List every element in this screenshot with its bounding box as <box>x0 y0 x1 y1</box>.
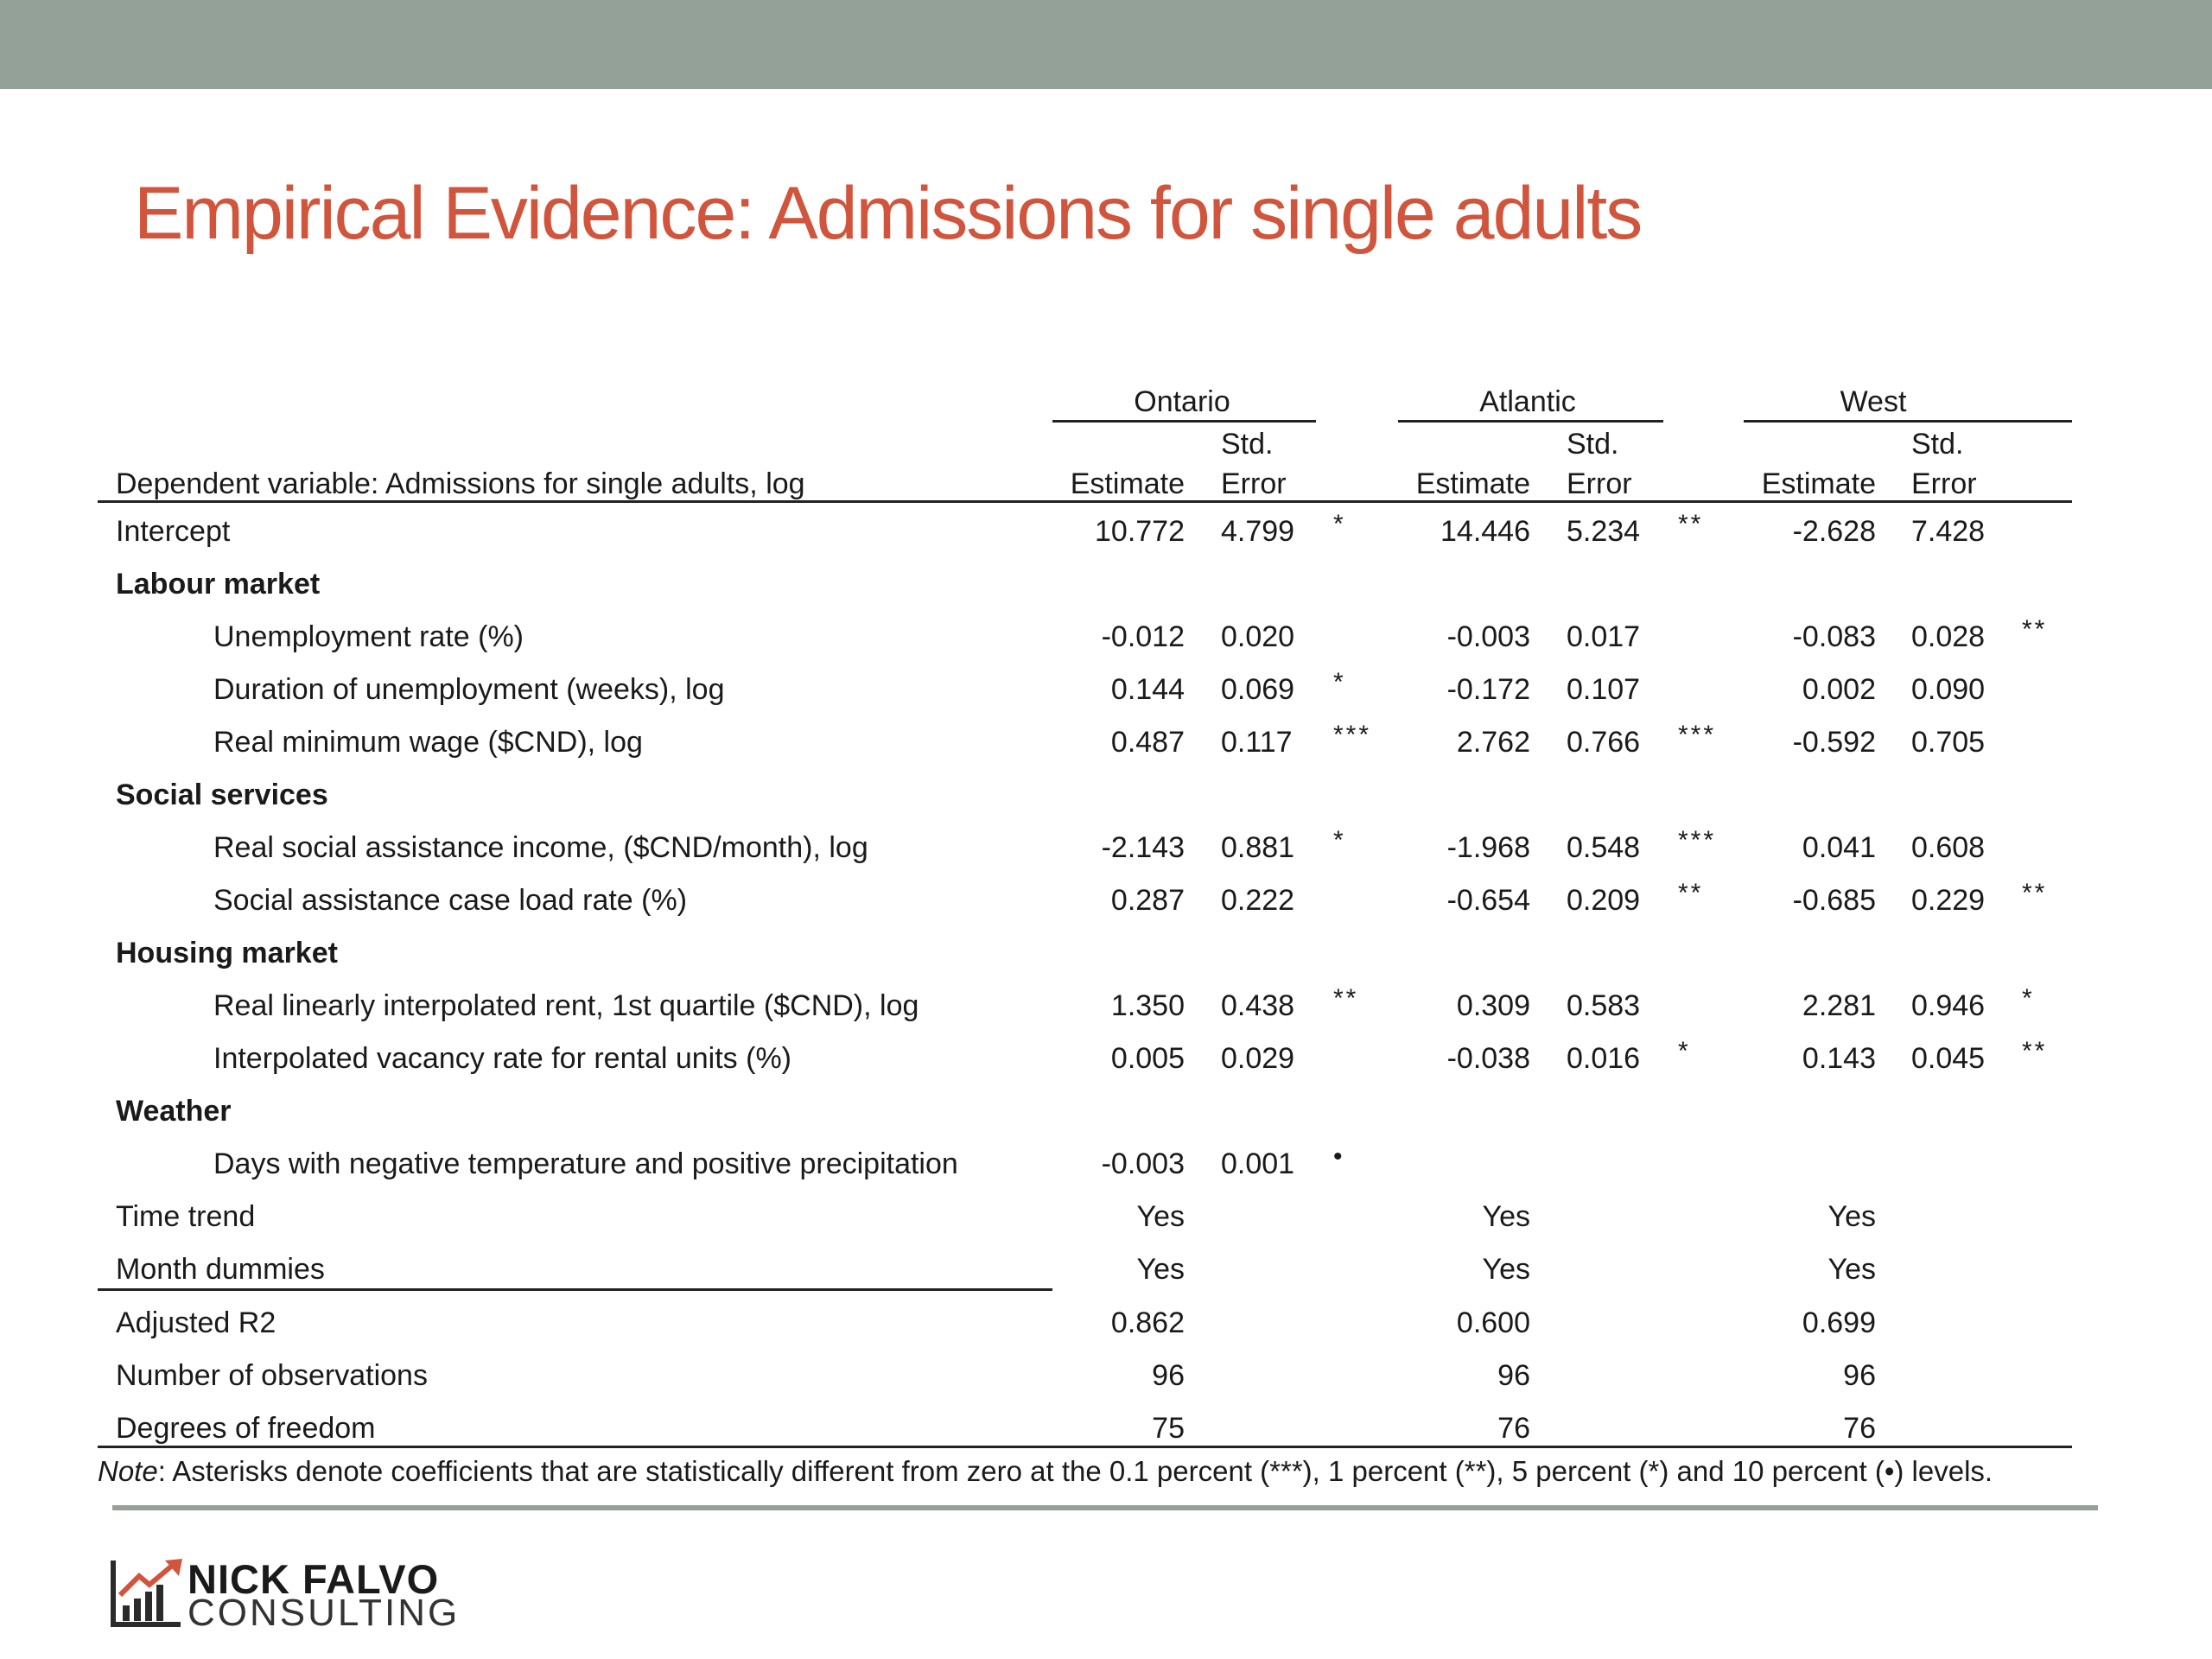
estimate-west: 0.002 <box>1802 673 1876 706</box>
estimate-ontario: 1.350 <box>1110 989 1185 1022</box>
slide-title: Empirical Evidence: Admissions for single adults <box>134 172 1642 255</box>
std-error-west: 0.946 <box>1911 989 1986 1022</box>
estimate-west: 0.041 <box>1802 831 1876 864</box>
row-label: Interpolated vacancy rate for rental units (%) <box>213 1042 791 1075</box>
significance-marker-ontario: * <box>1333 510 1346 538</box>
section-heading: Weather <box>116 1095 232 1128</box>
table-note <box>98 1455 1993 1488</box>
region-header-atlantic: Atlantic <box>1479 385 1576 418</box>
estimate-atlantic: -0.003 <box>1446 620 1530 653</box>
estimate-label-ontario: Estimate <box>1070 467 1185 500</box>
estimate-west: 0.699 <box>1802 1306 1876 1339</box>
std-label-ontario: Std. <box>1221 428 1274 461</box>
section-heading: Housing market <box>116 937 338 969</box>
estimate-label-atlantic: Estimate <box>1415 467 1530 500</box>
row-label: Intercept <box>116 515 231 548</box>
std-error-ontario: 0.001 <box>1221 1147 1295 1180</box>
significance-marker-ontario: *** <box>1333 721 1372 749</box>
header-rule-ontario <box>1052 420 1316 423</box>
estimate-ontario: -2.143 <box>1101 831 1185 864</box>
note-prefix: Note <box>98 1455 158 1487</box>
section-heading: Social services <box>116 779 328 811</box>
region-header-ontario: Ontario <box>1134 385 1230 418</box>
significance-marker-atlantic: *** <box>1678 826 1717 855</box>
significance-marker-ontario: * <box>1333 826 1346 855</box>
std-error-atlantic: 0.016 <box>1567 1042 1641 1075</box>
estimate-west: 2.281 <box>1802 989 1876 1022</box>
std-error-west: 0.090 <box>1911 673 1986 706</box>
estimate-west: 0.143 <box>1802 1042 1876 1075</box>
model-stats-rule <box>98 1288 1052 1291</box>
std-error-west: 0.045 <box>1911 1042 1986 1075</box>
footer-divider <box>112 1505 2098 1510</box>
significance-marker-west: ** <box>2022 879 2048 907</box>
significance-marker-west: ** <box>2022 615 2048 644</box>
estimate-atlantic: 2.762 <box>1456 726 1530 759</box>
std-error-atlantic: 0.017 <box>1567 620 1641 653</box>
significance-marker-atlantic: ** <box>1678 510 1704 538</box>
estimate-label-west: Estimate <box>1761 467 1876 500</box>
row-label: Degrees of freedom <box>116 1412 376 1445</box>
estimate-west: -0.685 <box>1792 884 1876 917</box>
error-label-west: Error <box>1911 467 1977 500</box>
column-header-rule <box>98 500 2072 503</box>
top-banner <box>0 0 2212 89</box>
std-error-west: 7.428 <box>1911 515 1986 548</box>
std-error-atlantic: 0.107 <box>1567 673 1641 706</box>
logo-name: NICK FALVO <box>188 1556 440 1602</box>
estimate-west: Yes <box>1827 1253 1876 1286</box>
dependent-variable-label: Dependent variable: Admissions for single adults, log <box>116 467 805 500</box>
header-rule-west <box>1744 420 2072 423</box>
std-error-atlantic: 5.234 <box>1567 515 1641 548</box>
std-error-west: 0.705 <box>1911 726 1986 759</box>
estimate-ontario: 0.005 <box>1110 1042 1185 1075</box>
significance-marker-atlantic: *** <box>1678 721 1717 749</box>
estimate-atlantic: -0.654 <box>1446 884 1530 917</box>
estimate-west: -2.628 <box>1792 515 1876 548</box>
significance-marker-atlantic: * <box>1678 1037 1691 1065</box>
significance-marker-atlantic: ** <box>1678 879 1704 907</box>
std-error-atlantic: 0.766 <box>1567 726 1641 759</box>
significance-marker-ontario: ** <box>1333 984 1359 1013</box>
std-error-west: 0.229 <box>1911 884 1986 917</box>
std-error-atlantic: 0.583 <box>1567 989 1641 1022</box>
row-label: Adjusted R2 <box>116 1306 276 1339</box>
row-label: Unemployment rate (%) <box>213 620 524 653</box>
estimate-atlantic: Yes <box>1482 1200 1530 1233</box>
estimate-atlantic: -1.968 <box>1446 831 1530 864</box>
estimate-ontario: 0.862 <box>1110 1306 1185 1339</box>
header-rule-atlantic <box>1398 420 1663 423</box>
std-error-west: 0.028 <box>1911 620 1986 653</box>
logo-subtitle: CONSULTING <box>188 1592 461 1634</box>
region-header-west: West <box>1840 385 1907 418</box>
estimate-ontario: -0.003 <box>1101 1147 1185 1180</box>
std-error-atlantic: 0.548 <box>1567 831 1641 864</box>
error-label-ontario: Error <box>1221 467 1287 500</box>
significance-marker-west: * <box>2022 984 2035 1013</box>
estimate-atlantic: 0.600 <box>1456 1306 1530 1339</box>
std-label-west: Std. <box>1911 428 1964 461</box>
row-label: Days with negative temperature and positive precipitation <box>213 1147 958 1180</box>
row-label: Duration of unemployment (weeks), log <box>213 673 725 706</box>
estimate-ontario: 96 <box>1152 1359 1185 1392</box>
std-error-ontario: 0.029 <box>1221 1042 1295 1075</box>
std-error-ontario: 0.020 <box>1221 620 1295 653</box>
significance-marker-ontario: * <box>1333 668 1346 696</box>
estimate-ontario: -0.012 <box>1101 620 1185 653</box>
estimate-west: 96 <box>1843 1359 1876 1392</box>
estimate-west: 76 <box>1843 1412 1876 1445</box>
estimate-atlantic: 0.309 <box>1456 989 1530 1022</box>
std-error-west: 0.608 <box>1911 831 1986 864</box>
table-bottom-rule <box>98 1446 2072 1448</box>
estimate-atlantic: -0.038 <box>1446 1042 1530 1075</box>
std-error-ontario: 0.069 <box>1221 673 1295 706</box>
std-error-ontario: 4.799 <box>1221 515 1295 548</box>
estimate-ontario: 0.487 <box>1110 726 1185 759</box>
std-error-ontario: 0.881 <box>1221 831 1295 864</box>
error-label-atlantic: Error <box>1567 467 1632 500</box>
chart-arrow-logo-icon <box>110 1557 186 1628</box>
row-label: Real social assistance income, ($CND/month), log <box>213 831 868 864</box>
estimate-ontario: 75 <box>1152 1412 1185 1445</box>
std-label-atlantic: Std. <box>1567 428 1619 461</box>
estimate-ontario: Yes <box>1136 1200 1185 1233</box>
row-label: Social assistance case load rate (%) <box>213 884 688 917</box>
estimate-atlantic: -0.172 <box>1446 673 1530 706</box>
row-label: Number of observations <box>116 1359 428 1392</box>
note-text: : Asterisks denote coefficients that are statistically different from zero at the 0.1 percent (***), 1 percent (**), 5 percent (*) and 10 percent (•) levels. <box>157 1455 1993 1487</box>
row-label: Month dummies <box>116 1253 325 1286</box>
estimate-west: -0.083 <box>1792 620 1876 653</box>
significance-marker-ontario: • <box>1333 1142 1345 1171</box>
estimate-west: -0.592 <box>1792 726 1876 759</box>
significance-marker-west: ** <box>2022 1037 2048 1065</box>
estimate-west: Yes <box>1827 1200 1876 1233</box>
row-label: Time trend <box>116 1200 256 1233</box>
row-label: Real minimum wage ($CND), log <box>213 726 643 759</box>
section-heading: Labour market <box>116 568 321 601</box>
estimate-ontario: 0.287 <box>1110 884 1185 917</box>
std-error-atlantic: 0.209 <box>1567 884 1641 917</box>
estimate-atlantic: 96 <box>1497 1359 1530 1392</box>
estimate-atlantic: 14.446 <box>1440 515 1530 548</box>
estimate-atlantic: Yes <box>1482 1253 1530 1286</box>
std-error-ontario: 0.438 <box>1221 989 1295 1022</box>
std-error-ontario: 0.117 <box>1221 726 1293 759</box>
std-error-ontario: 0.222 <box>1221 884 1295 917</box>
estimate-atlantic: 76 <box>1497 1412 1530 1445</box>
estimate-ontario: 10.772 <box>1095 515 1185 548</box>
estimate-ontario: Yes <box>1136 1253 1185 1286</box>
estimate-ontario: 0.144 <box>1110 673 1185 706</box>
company-logo <box>110 1555 473 1633</box>
row-label: Real linearly interpolated rent, 1st quartile ($CND), log <box>213 989 919 1022</box>
